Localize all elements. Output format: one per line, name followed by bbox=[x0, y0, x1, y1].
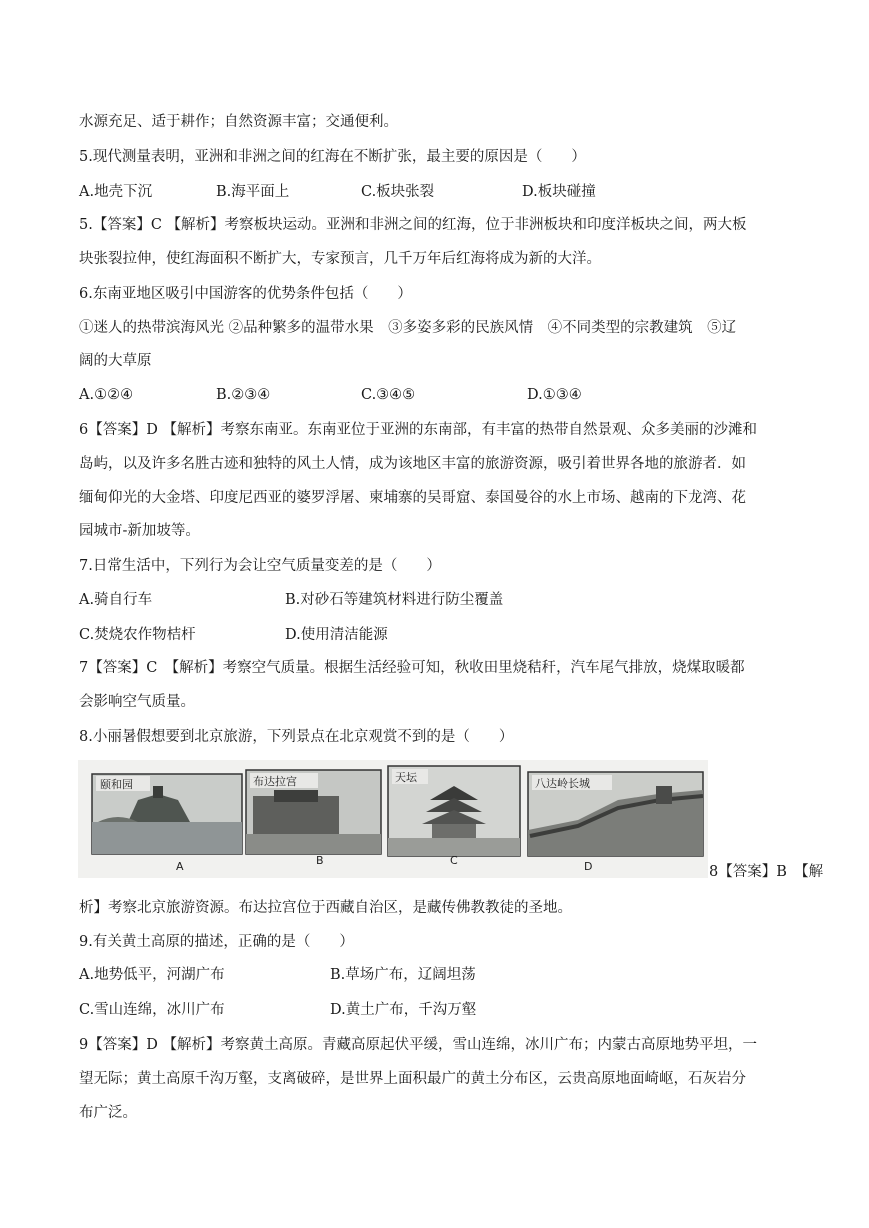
answer-8-line-2: 析】考察北京旅游资源。布达拉宫位于西藏自治区，是藏传佛教教徒的圣地。 bbox=[79, 900, 572, 916]
option-d: D.①③④ bbox=[527, 387, 582, 403]
answer-9-line-2: 望无际；黄土高原千沟万壑，支离破碎，是世界上面积最广的黄土分布区，云贵高原地面崎岖，石灰岩分 bbox=[79, 1071, 746, 1087]
question-7: 7.日常生活中，下列行为会让空气质量变差的是（ ） bbox=[79, 558, 441, 574]
option-c: C.雪山连绵，冰川广布 bbox=[79, 1002, 225, 1018]
answer-6-line-2: 岛屿，以及许多名胜古迹和独特的风土人情，成为该地区丰富的旅游资源，吸引着世界各地的旅游者．如 bbox=[79, 456, 746, 472]
question-9: 9.有关黄土高原的描述，正确的是（ ） bbox=[79, 934, 354, 950]
option-a: A.①②④ bbox=[79, 387, 134, 403]
photo-b-caption: 布达拉宫 bbox=[253, 775, 297, 788]
answer-6-line-3: 缅甸仰光的大金塔、印度尼西亚的婆罗浮屠、柬埔寨的吴哥窟、泰国曼谷的水上市场、越南的下龙湾、花 bbox=[79, 490, 746, 506]
option-b: B.草场广布，辽阔坦荡 bbox=[330, 967, 476, 983]
option-b: B.②③④ bbox=[216, 387, 271, 403]
question-8: 8.小丽暑假想要到北京旅游，下列景点在北京观赏不到的是（ ） bbox=[79, 729, 514, 745]
option-c: C.板块张裂 bbox=[361, 184, 435, 200]
option-c: C.焚烧农作物桔杆 bbox=[79, 627, 196, 643]
photo-d-caption: 八达岭长城 bbox=[535, 777, 590, 790]
photo-a-caption: 颐和园 bbox=[100, 778, 133, 791]
answer-6-line-1: 6【答案】D 【解析】考察东南亚。东南亚位于亚洲的东南部，有丰富的热带自然景观、众多美丽的沙滩和 bbox=[79, 422, 757, 438]
photo-c-caption: 天坛 bbox=[395, 771, 417, 784]
question-6: 6.东南亚地区吸引中国游客的优势条件包括（ ） bbox=[79, 286, 412, 302]
answer-9-line-3: 布广泛。 bbox=[79, 1105, 137, 1121]
text-line: 水源充足、适于耕作；自然资源丰富；交通便利。 bbox=[79, 114, 398, 130]
photo-a-letter: A bbox=[176, 860, 184, 873]
photo-a-summer-palace bbox=[92, 774, 242, 854]
answer-6-line-4: 园城市-新加坡等。 bbox=[79, 523, 200, 539]
answer-5-line-2: 块张裂拉伸，使红海面积不断扩大，专家预言，几千万年后红海将成为新的大洋。 bbox=[79, 251, 601, 267]
option-b: B.对砂石等建筑材料进行防尘覆盖 bbox=[285, 592, 504, 608]
option-a: A.地壳下沉 bbox=[79, 184, 153, 200]
question-6-items-line-1: ①迷人的热带滨海风光 ②品种繁多的温带水果 ③多姿多彩的民族风情 ④不同类型的宗教建筑 ⑤辽 bbox=[79, 320, 737, 336]
photo-b-letter: B bbox=[316, 854, 324, 867]
answer-8-inline: 8【答案】B 【解 bbox=[709, 864, 824, 880]
scenic-photos-strip bbox=[78, 760, 708, 878]
answer-9-line-1: 9【答案】D 【解析】考察黄土高原。青藏高原起伏平缓，雪山连绵，冰川广布；内蒙古高原地势平坦，一 bbox=[79, 1037, 757, 1053]
photo-d-great-wall bbox=[528, 772, 703, 856]
option-d: D.使用清洁能源 bbox=[285, 627, 388, 643]
option-d: D.黄土广布，千沟万壑 bbox=[330, 1002, 477, 1018]
question-5: 5.现代测量表明，亚洲和非洲之间的红海在不断扩张，最主要的原因是（ ） bbox=[79, 149, 586, 165]
answer-7-line-1: 7【答案】C 【解析】考察空气质量。根据生活经验可知，秋收田里烧秸秆，汽车尾气排放，烧煤取暖都 bbox=[79, 660, 745, 676]
photo-d-letter: D bbox=[584, 860, 593, 873]
photo-b-potala-palace bbox=[246, 770, 381, 854]
option-b: B.海平面上 bbox=[216, 184, 290, 200]
photo-c-letter: C bbox=[450, 854, 458, 867]
answer-5-line-1: 5.【答案】C 【解析】考察板块运动。亚洲和非洲之间的红海，位于非洲板块和印度洋板块之间，两大板 bbox=[79, 217, 747, 233]
option-c: C.③④⑤ bbox=[361, 387, 416, 403]
option-d: D.板块碰撞 bbox=[522, 184, 596, 200]
question-6-items-line-2: 阔的大草原 bbox=[79, 353, 152, 369]
option-a: A.地势低平，河湖广布 bbox=[79, 967, 225, 983]
option-a: A.骑自行车 bbox=[79, 592, 153, 608]
answer-7-line-2: 会影响空气质量。 bbox=[79, 694, 195, 710]
photo-c-temple-of-heaven bbox=[388, 766, 520, 856]
